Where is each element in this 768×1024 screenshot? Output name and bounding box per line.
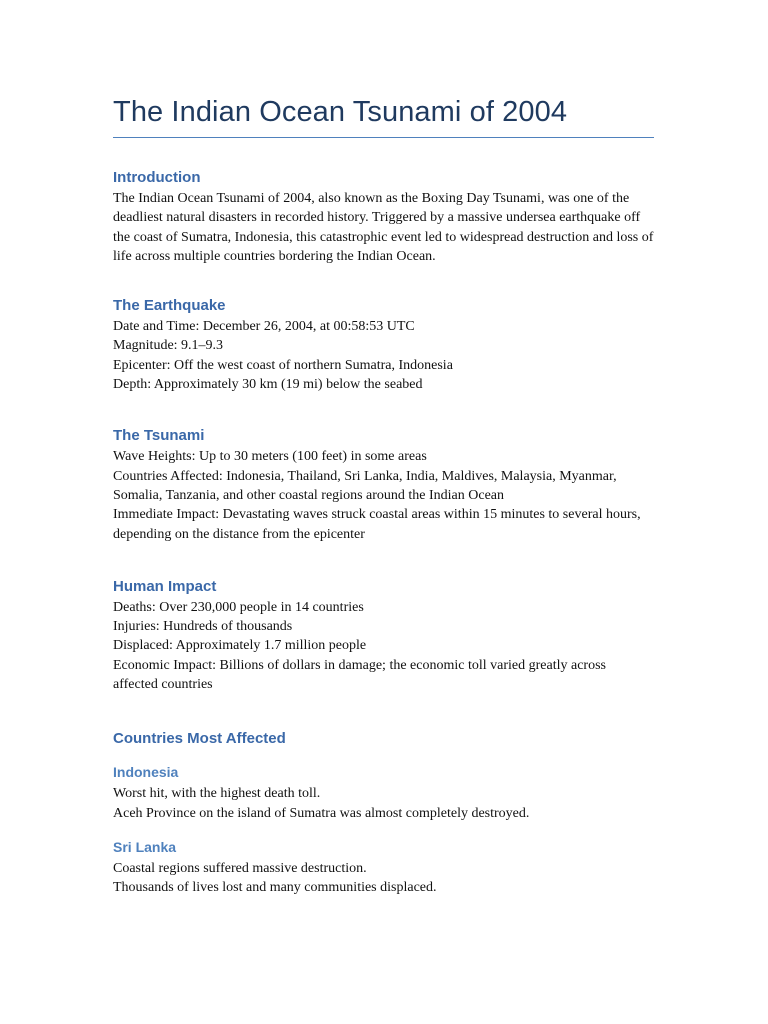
- country-name-indonesia: Indonesia: [113, 764, 179, 781]
- tsunami-heading: The Tsunami: [113, 427, 205, 445]
- country-line: Thousands of lives lost and many communities displaced.: [113, 880, 437, 896]
- introduction-heading: Introduction: [113, 169, 201, 186]
- human-impact-deaths-line: Deaths: Over 230,000 people in 14 countries: [113, 599, 364, 615]
- earthquake-heading: The Earthquake: [113, 297, 226, 315]
- earthquake-section: [113, 297, 654, 394]
- earthquake-epicenter-line: Epicenter: Off the west coast of northern Sumatra, Indonesia: [113, 357, 453, 373]
- country-name-sri-lanka: Sri Lanka: [113, 838, 177, 855]
- country-line: Worst hit, with the highest death toll.: [113, 786, 321, 802]
- country-line: Aceh Province on the island of Sumatra was almost completely destroyed.: [113, 805, 530, 821]
- countries-heading: Countries Most Affected: [113, 730, 286, 748]
- earthquake-depth-line: Depth: Approximately 30 km (19 mi) below the seabed: [113, 377, 423, 393]
- tsunami-wave-heights-line: Wave Heights: Up to 30 meters (100 feet) in some areas: [113, 449, 427, 465]
- document-title: The Indian Ocean Tsunami of 2004: [113, 96, 654, 138]
- earthquake-date-line: Date and Time: December 26, 2004, at 00:58:53 UTC: [113, 319, 415, 335]
- introduction-paragraph: The Indian Ocean Tsunami of 2004, also known as the Boxing Day Tsunami, was one of the deadliest natural disasters in recorded history. Triggered by a massive undersea earthquake off the coast of Sumatra, Indonesia, this catastrophic event led to widespread destruction and loss of life across multiple countries bordering the Indian Ocean.: [113, 191, 654, 264]
- human-impact-section: [113, 578, 654, 694]
- tsunami-impact-line: Immediate Impact: Devastating waves struck coastal areas within 15 minutes to several hours, depending on the distance from the epicenter: [113, 507, 641, 542]
- human-impact-displaced-line: Displaced: Approximately 1.7 million people: [113, 638, 367, 654]
- earthquake-magnitude-line: Magnitude: 9.1–9.3: [113, 338, 224, 354]
- country-line: Coastal regions suffered massive destruction.: [113, 860, 367, 876]
- tsunami-countries-line: Countries Affected: Indonesia, Thailand, Sri Lanka, India, Maldives, Malaysia, Myanmar, Somalia, Tanzania, and other coastal regions around the Indian Ocean: [113, 468, 617, 503]
- country-sri-lanka: [113, 839, 654, 898]
- tsunami-section: [113, 427, 654, 543]
- country-indonesia: [113, 764, 654, 823]
- human-impact-economic-line: Economic Impact: Billions of dollars in damage; the economic toll varied greatly across affected countries: [113, 657, 606, 693]
- introduction-section: [113, 169, 654, 266]
- human-impact-injuries-line: Injuries: Hundreds of thousands: [113, 619, 293, 635]
- human-impact-heading: Human Impact: [113, 577, 217, 595]
- countries-section: [113, 730, 654, 897]
